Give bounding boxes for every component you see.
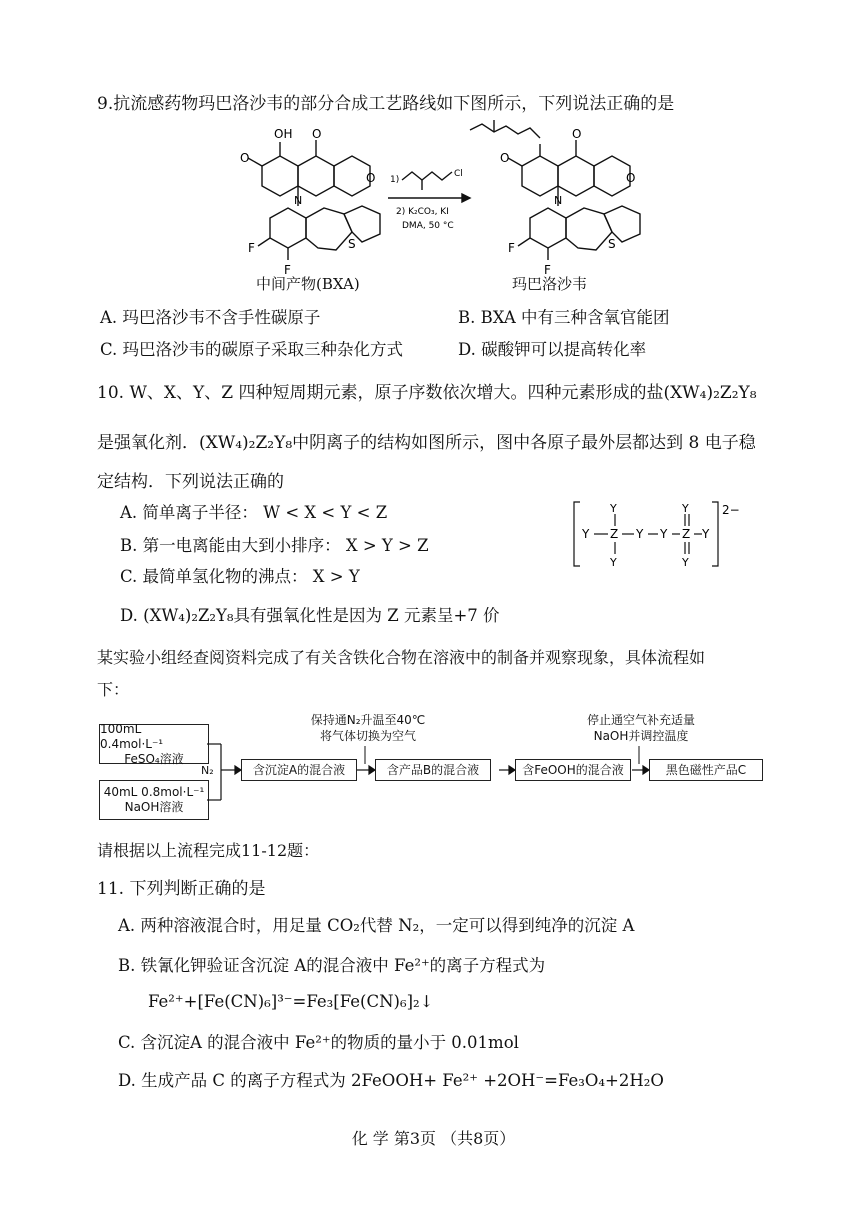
product-label: 玛巴洛沙韦 (512, 275, 588, 293)
q9-option-b: B. BXA 中有三种含氧官能团 (458, 308, 670, 327)
flow-step-precipitate-a: 含沉淀A的混合液 (241, 759, 357, 781)
bxa-label: 中间产物(BXA) (256, 275, 360, 293)
anion-structure (572, 500, 772, 572)
atom-s-p: S (608, 237, 616, 251)
intro-line2: 下： (97, 680, 130, 699)
flow-box-feso4 (99, 721, 209, 766)
flow-box-naoh (99, 780, 209, 820)
atom-f-p1: F (508, 241, 515, 255)
q9-option-c: C. 玛巴洛沙韦的碳原子采取三种杂化方式 (100, 340, 404, 359)
note1-line1: 保持通N₂升温至40℃ (310, 713, 426, 727)
anion-y-left: Y (582, 527, 590, 541)
feso4-name: FeSO₄溶液 (124, 751, 184, 766)
q11-stem: 11. 下列判断正确的是 (97, 879, 266, 899)
anion-y-top1: Y (610, 502, 617, 515)
q10-option-d: D. (XW₄)₂Z₂Y₈具有强氧化性是因为 Z 元素呈+7 价 (120, 606, 500, 625)
atom-f-p2: F (544, 263, 551, 277)
atom-o-p2: O (572, 127, 582, 141)
reagent-cl: Cl (454, 169, 463, 179)
q11-option-b: B. 铁氰化钾验证含沉淀 A的混合液中 Fe²⁺的离子方程式为 (118, 956, 546, 975)
anion-y-bottom1: Y (610, 556, 617, 569)
q9-stem: 9.抗流感药物玛巴洛沙韦的部分合成工艺路线如下图所示，下列说法正确的是 (97, 94, 675, 114)
q11-option-a: A. 两种溶液混合时，用足量 CO₂代替 N₂，一定可以得到纯净的沉淀 A (118, 916, 635, 935)
anion-y-right: Y (702, 527, 710, 541)
naoh-conc: 40mL 0.8mol·L⁻¹ (103, 785, 205, 799)
q10-option-b: B. 第一电离能由大到小排序： X > Y > Z (120, 536, 429, 555)
atom-f-1: F (248, 241, 255, 255)
flow-step-product-b: 含产品B的混合液 (375, 759, 491, 781)
q10-stem-line3: 定结构．下列说法正确的 (97, 472, 284, 492)
q9-reaction-scheme (240, 118, 650, 278)
n2-label: N₂ (201, 764, 214, 777)
q10-option-c: C. 最简单氢化物的沸点： X > Y (120, 567, 360, 586)
q10-stem-line2: 是强氧化剂．(XW₄)₂Z₂Y₈中阴离子的结构如图所示，图中各原子最外层都达到 8 电子稳 (97, 433, 756, 453)
q10-option-a: A. 简单离子半径： W < X < Y < Z (120, 503, 388, 522)
atom-f-2: F (284, 263, 291, 277)
atom-s: S (348, 237, 356, 251)
q9-option-a: A. 玛巴洛沙韦不含手性碳原子 (100, 308, 321, 327)
naoh-name: NaOH溶液 (124, 800, 184, 814)
feso4-conc: 100mL 0.4mol·L⁻¹ (100, 721, 164, 751)
flow-note-1 (298, 713, 438, 744)
flow-step-feooh: 含FeOOH的混合液 (515, 759, 631, 781)
note2-line1: 停止通空气补充适量 (586, 713, 695, 727)
intro-line1: 某实验小组经查阅资料完成了有关含铁化合物在溶液中的制备并观察现象，具体流程如 (97, 648, 706, 667)
atom-n-p: N (554, 194, 563, 207)
anion-y-top2: Y (682, 502, 689, 515)
q9-option-d: D. 碳酸钾可以提高转化率 (458, 340, 647, 359)
instruction: 请根据以上流程完成11-12题： (97, 841, 320, 860)
q10-stem-line1: 10. W、X、Y、Z 四种短周期元素，原子序数依次增大。四种元素形成的盐(XW₄)₂Z₂Y₈ (97, 383, 757, 403)
note1-line2: 将气体切换为空气 (319, 728, 416, 743)
anion-y-bottom2: Y (682, 556, 689, 569)
page-footer: 化 学 第3页 （共8页） (351, 1129, 516, 1148)
reagent-step-2: 2) K₂CO₃, KI (396, 207, 449, 217)
q11-option-b-equation: Fe²⁺+[Fe(CN)₆]³⁻=Fe₃[Fe(CN)₆]₂↓ (148, 992, 434, 1011)
atom-o-p1: O (500, 151, 510, 165)
atom-o-1: O (240, 151, 250, 165)
reagent-step-1: 1) (390, 175, 400, 185)
anion-y-bridge1: Y (636, 527, 644, 541)
reagent-step-3: DMA, 50 °C (402, 221, 454, 231)
atom-o-p3: O (626, 171, 636, 185)
note2-line2: NaOH并调控温度 (593, 728, 689, 743)
anion-charge: 2− (722, 503, 740, 517)
anion-z-2: Z (682, 527, 691, 541)
atom-o-2: O (312, 127, 322, 141)
q11-option-c: C. 含沉淀A 的混合液中 Fe²⁺的物质的量小于 0.01mol (118, 1033, 519, 1052)
flow-step-product-c: 黑色磁性产品C (649, 759, 763, 781)
atom-o-3: O (366, 171, 376, 185)
anion-y-bridge2: Y (660, 527, 668, 541)
atom-n: N (294, 194, 303, 207)
atom-oh: OH (274, 127, 293, 141)
anion-z-1: Z (610, 527, 619, 541)
flow-note-2 (566, 713, 716, 744)
q11-option-d: D. 生成产品 C 的离子方程式为 2FeOOH+ Fe²⁺ +2OH⁻=Fe₃O₄+2H₂O (118, 1071, 664, 1090)
